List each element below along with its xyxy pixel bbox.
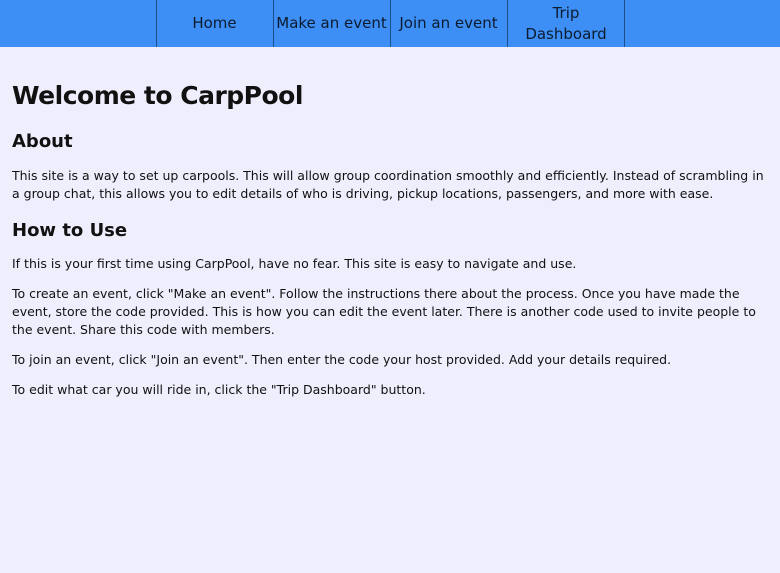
how-to-use-paragraph-3: To join an event, click "Join an event". Then enter the code your host provided. Add your details required. (12, 352, 672, 367)
top-navbar (0, 0, 780, 47)
how-to-use-paragraph-2: To create an event, click "Make an event". Follow the instructions there about the process. Once you have made the event, store the code provided. This is how you can edit the event later. There is another code used to invite people to the event. Share this code with members. (12, 286, 756, 337)
about-text: This site is a way to set up carpools. This will allow group coordination smoothly and efficiently. Instead of scrambling in a group chat, this allows you to edit details of who is driving, pickup locations, passengers, and more with ease. (12, 168, 764, 201)
main-content (12, 78, 772, 399)
nav-make-event-link[interactable]: Make an event (273, 0, 389, 47)
how-to-use-paragraph-1: If this is your first time using CarpPool, have no fear. This site is easy to navigate and use. (12, 256, 577, 271)
nav-trip-dashboard-link[interactable]: Trip Dashboard (507, 0, 625, 47)
nav-join-event-link[interactable]: Join an event (390, 0, 506, 47)
about-heading: About (12, 131, 73, 152)
nav-home-link[interactable]: Home (156, 0, 272, 47)
how-to-use-paragraph-4: To edit what car you will ride in, click the "Trip Dashboard" button. (12, 382, 426, 397)
how-to-use-heading: How to Use (12, 220, 128, 241)
page-title: Welcome to CarpPool (12, 81, 303, 110)
